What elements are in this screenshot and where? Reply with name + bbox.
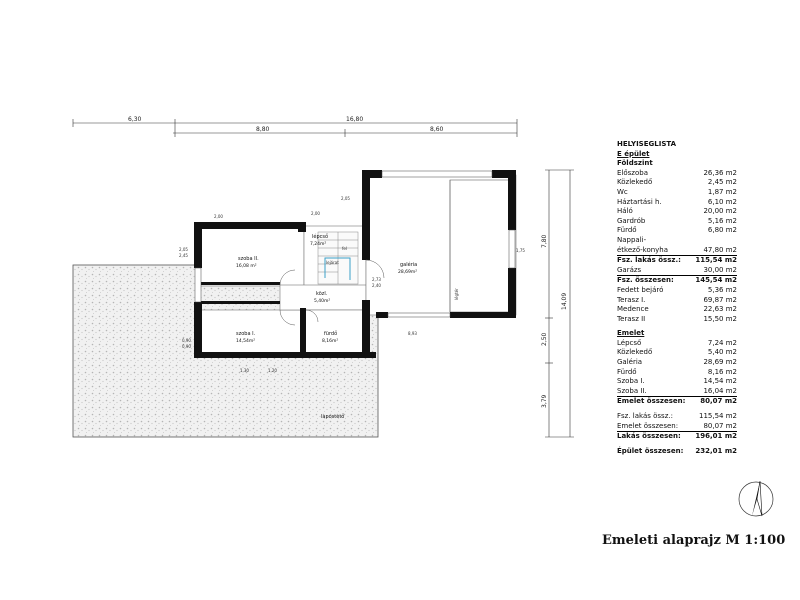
ground-floor-row-name: Háló — [617, 207, 633, 216]
stairs-up-label: fel — [342, 246, 347, 251]
fsz-total-row: Fsz. összesen: 145,54 m2 — [617, 276, 737, 285]
ground-floor-row-name: Gardrób — [617, 216, 646, 225]
ground-floor-row — [617, 246, 737, 256]
upper-floor-row-name: Szoba I. — [617, 377, 645, 386]
ground-floor-row-value: 6,10 m2 — [707, 197, 737, 206]
ground-floor-row — [617, 236, 737, 246]
upper-floor-row — [617, 358, 737, 368]
gallery-side-label: légtér — [454, 288, 459, 300]
outdoor-row-name: Medence — [617, 305, 649, 314]
dim-right-total: 14,09 — [561, 292, 568, 310]
outdoor-row-value: 22,63 m2 — [703, 305, 737, 314]
summary-rows — [617, 412, 737, 431]
upper-floor-row-value: 8,16 m2 — [707, 367, 737, 376]
building-total-row: Épület összesen: 232,01 m2 — [617, 446, 737, 455]
ground-floor-row-value: 47,80 m2 — [703, 245, 737, 254]
ground-total-row: Fsz. lakás össz.: 115,54 m2 — [617, 256, 737, 265]
wall-dim-10: 1,30 — [240, 368, 249, 373]
upper-floor-row-name: Lépcső — [617, 338, 642, 347]
outdoor-row — [617, 296, 737, 306]
outdoor-row — [617, 286, 737, 296]
ground-floor-row-name: Fürdő — [617, 226, 637, 235]
upper-floor-row-value: 16,04 m2 — [703, 386, 737, 395]
ground-floor-row — [617, 178, 737, 188]
wall-dim-12: 2,40 — [372, 283, 381, 288]
outdoor-row-name: Terasz I. — [617, 295, 646, 304]
ground-floor-row-name: Előszoba — [617, 168, 648, 177]
upper-floor-row-value: 5,40 m2 — [707, 348, 737, 357]
outdoor-row — [617, 315, 737, 325]
upper-floor-row-value: 14,54 m2 — [703, 377, 737, 386]
flat-total-row: Lakás összesen: 196,01 m2 — [617, 432, 737, 441]
upper-floor-row-value: 7,24 m2 — [707, 338, 737, 347]
dim-left-part: 6,30 — [128, 116, 142, 123]
room-area-bathroom: 8,16m² — [322, 339, 339, 344]
upper-floor-row-value: 28,69 m2 — [703, 358, 737, 367]
ground-floor-row — [617, 169, 737, 179]
drawing-title: Emeleti alaprajz M 1:100 — [602, 533, 786, 548]
upper-floor-rows — [617, 339, 737, 397]
wall-dim-1: 2,05 — [179, 247, 188, 252]
wall-dim-5: 2,05 — [341, 196, 350, 201]
room-list-title: HELYISEGLISTA — [617, 140, 677, 148]
upper-floor-row-name: Galéria — [617, 358, 643, 367]
dim-middle-part: 8,80 — [256, 126, 270, 133]
room-area-corridor: 5,40m² — [314, 299, 331, 304]
upper-floor-row-name: Fürdő — [617, 367, 637, 376]
north-arrow-icon — [739, 481, 773, 516]
dim-right-bottom: 3,79 — [541, 394, 548, 408]
upper-floor-row-name: Közlekedő — [617, 348, 653, 357]
wall-dim-11: 1,20 — [268, 368, 277, 373]
ground-floor-row-value: 26,36 m2 — [703, 168, 737, 177]
wall-dim-9: 8,93 — [408, 331, 417, 336]
room-area-bedroom-2: 16,08 m² — [236, 264, 257, 269]
summary-row — [617, 412, 737, 422]
upper-floor-row — [617, 368, 737, 378]
dim-right-top: 7,80 — [541, 234, 548, 248]
ground-floor-row-value: 6,80 m2 — [707, 226, 737, 235]
room-name-gallery: galéria — [400, 262, 418, 268]
ground-floor-row-name: Közlekedő — [617, 178, 653, 187]
ground-floor-row-name: Háztartási h. — [617, 197, 662, 206]
ground-floor-row-name: Wc — [617, 187, 628, 196]
wall-dim-3: 2,00 — [214, 214, 223, 219]
room-name-stairs: lépcső — [312, 234, 329, 240]
wall-dim-13: 2,73 — [372, 277, 381, 282]
room-area-bedroom-1: 14,54m² — [236, 339, 256, 344]
ground-floor-row — [617, 226, 737, 236]
summary-row-name: Fsz. lakás össz.: — [617, 412, 673, 421]
summary-row-name: Emelet összesen: — [617, 421, 679, 430]
upper-floor-row — [617, 348, 737, 358]
summary-row — [617, 422, 737, 432]
wall-dim-4: 1,75 — [516, 248, 525, 253]
outdoor-rows — [617, 286, 737, 324]
upper-floor-row-name: Szoba II. — [617, 386, 647, 395]
ground-floor-rows — [617, 169, 737, 255]
outdoor-row-value: 5,36 m2 — [707, 285, 737, 294]
room-area-stairs: 7,24m² — [310, 242, 327, 247]
ground-floor-row-value: 1,87 m2 — [707, 187, 737, 196]
ground-floor-row — [617, 217, 737, 227]
gallery-void — [450, 180, 510, 312]
outdoor-row — [617, 305, 737, 315]
ground-floor-header: Földszint — [617, 159, 653, 168]
outdoor-row-name: Terasz II — [617, 314, 646, 323]
room-name-corridor: közl. — [316, 291, 328, 297]
ground-floor-row-name: étkező-konyha — [617, 245, 669, 254]
summary-row-value: 115,54 m2 — [699, 412, 737, 421]
outdoor-row-name: Fedett bejáró — [617, 285, 664, 294]
upper-floor-header: Emelet — [617, 329, 645, 338]
right-dimension-lines — [545, 170, 574, 437]
ground-floor-row — [617, 207, 737, 217]
dim-right-part: 8,60 — [430, 126, 444, 133]
outdoor-row-value: 69,87 m2 — [703, 295, 737, 304]
room-name-bedroom-2: szoba II. — [238, 256, 259, 262]
ground-floor-row — [617, 198, 737, 208]
wall-dim-8: 0,90 — [182, 344, 191, 349]
building-label: E épület — [617, 149, 650, 158]
room-name-bathroom: fürdő — [324, 331, 338, 337]
room-name-flat-roof: lapostető — [321, 414, 345, 420]
upper-floor-row — [617, 387, 737, 397]
room-name-bedroom-1: szoba I. — [236, 331, 256, 337]
stairs-down-label: lejárat — [326, 260, 339, 265]
garage-row: Garázs 30,00 m2 — [617, 265, 737, 274]
upper-floor-row — [617, 377, 737, 387]
room-area-gallery: 28,69m² — [398, 270, 418, 275]
wall-dim-7: 0,90 — [182, 338, 191, 343]
room-list — [617, 140, 737, 456]
outdoor-row-value: 15,50 m2 — [703, 314, 737, 323]
wall-dim-2: 2,45 — [179, 253, 188, 258]
upper-total-row: Emelet összesen: 80,07 m2 — [617, 397, 737, 406]
wall-dim-6: 2,00 — [311, 211, 320, 216]
ground-floor-row-name: Nappali- — [617, 235, 647, 244]
dim-right-mid: 2,50 — [541, 332, 548, 346]
dim-total-width: 16,80 — [346, 116, 364, 123]
ground-floor-row-value: 5,16 m2 — [707, 216, 737, 225]
ground-floor-row-value: 2,45 m2 — [707, 178, 737, 187]
summary-row-value: 80,07 m2 — [703, 421, 737, 430]
ground-floor-row-value: 20,00 m2 — [703, 207, 737, 216]
ground-floor-row — [617, 188, 737, 198]
